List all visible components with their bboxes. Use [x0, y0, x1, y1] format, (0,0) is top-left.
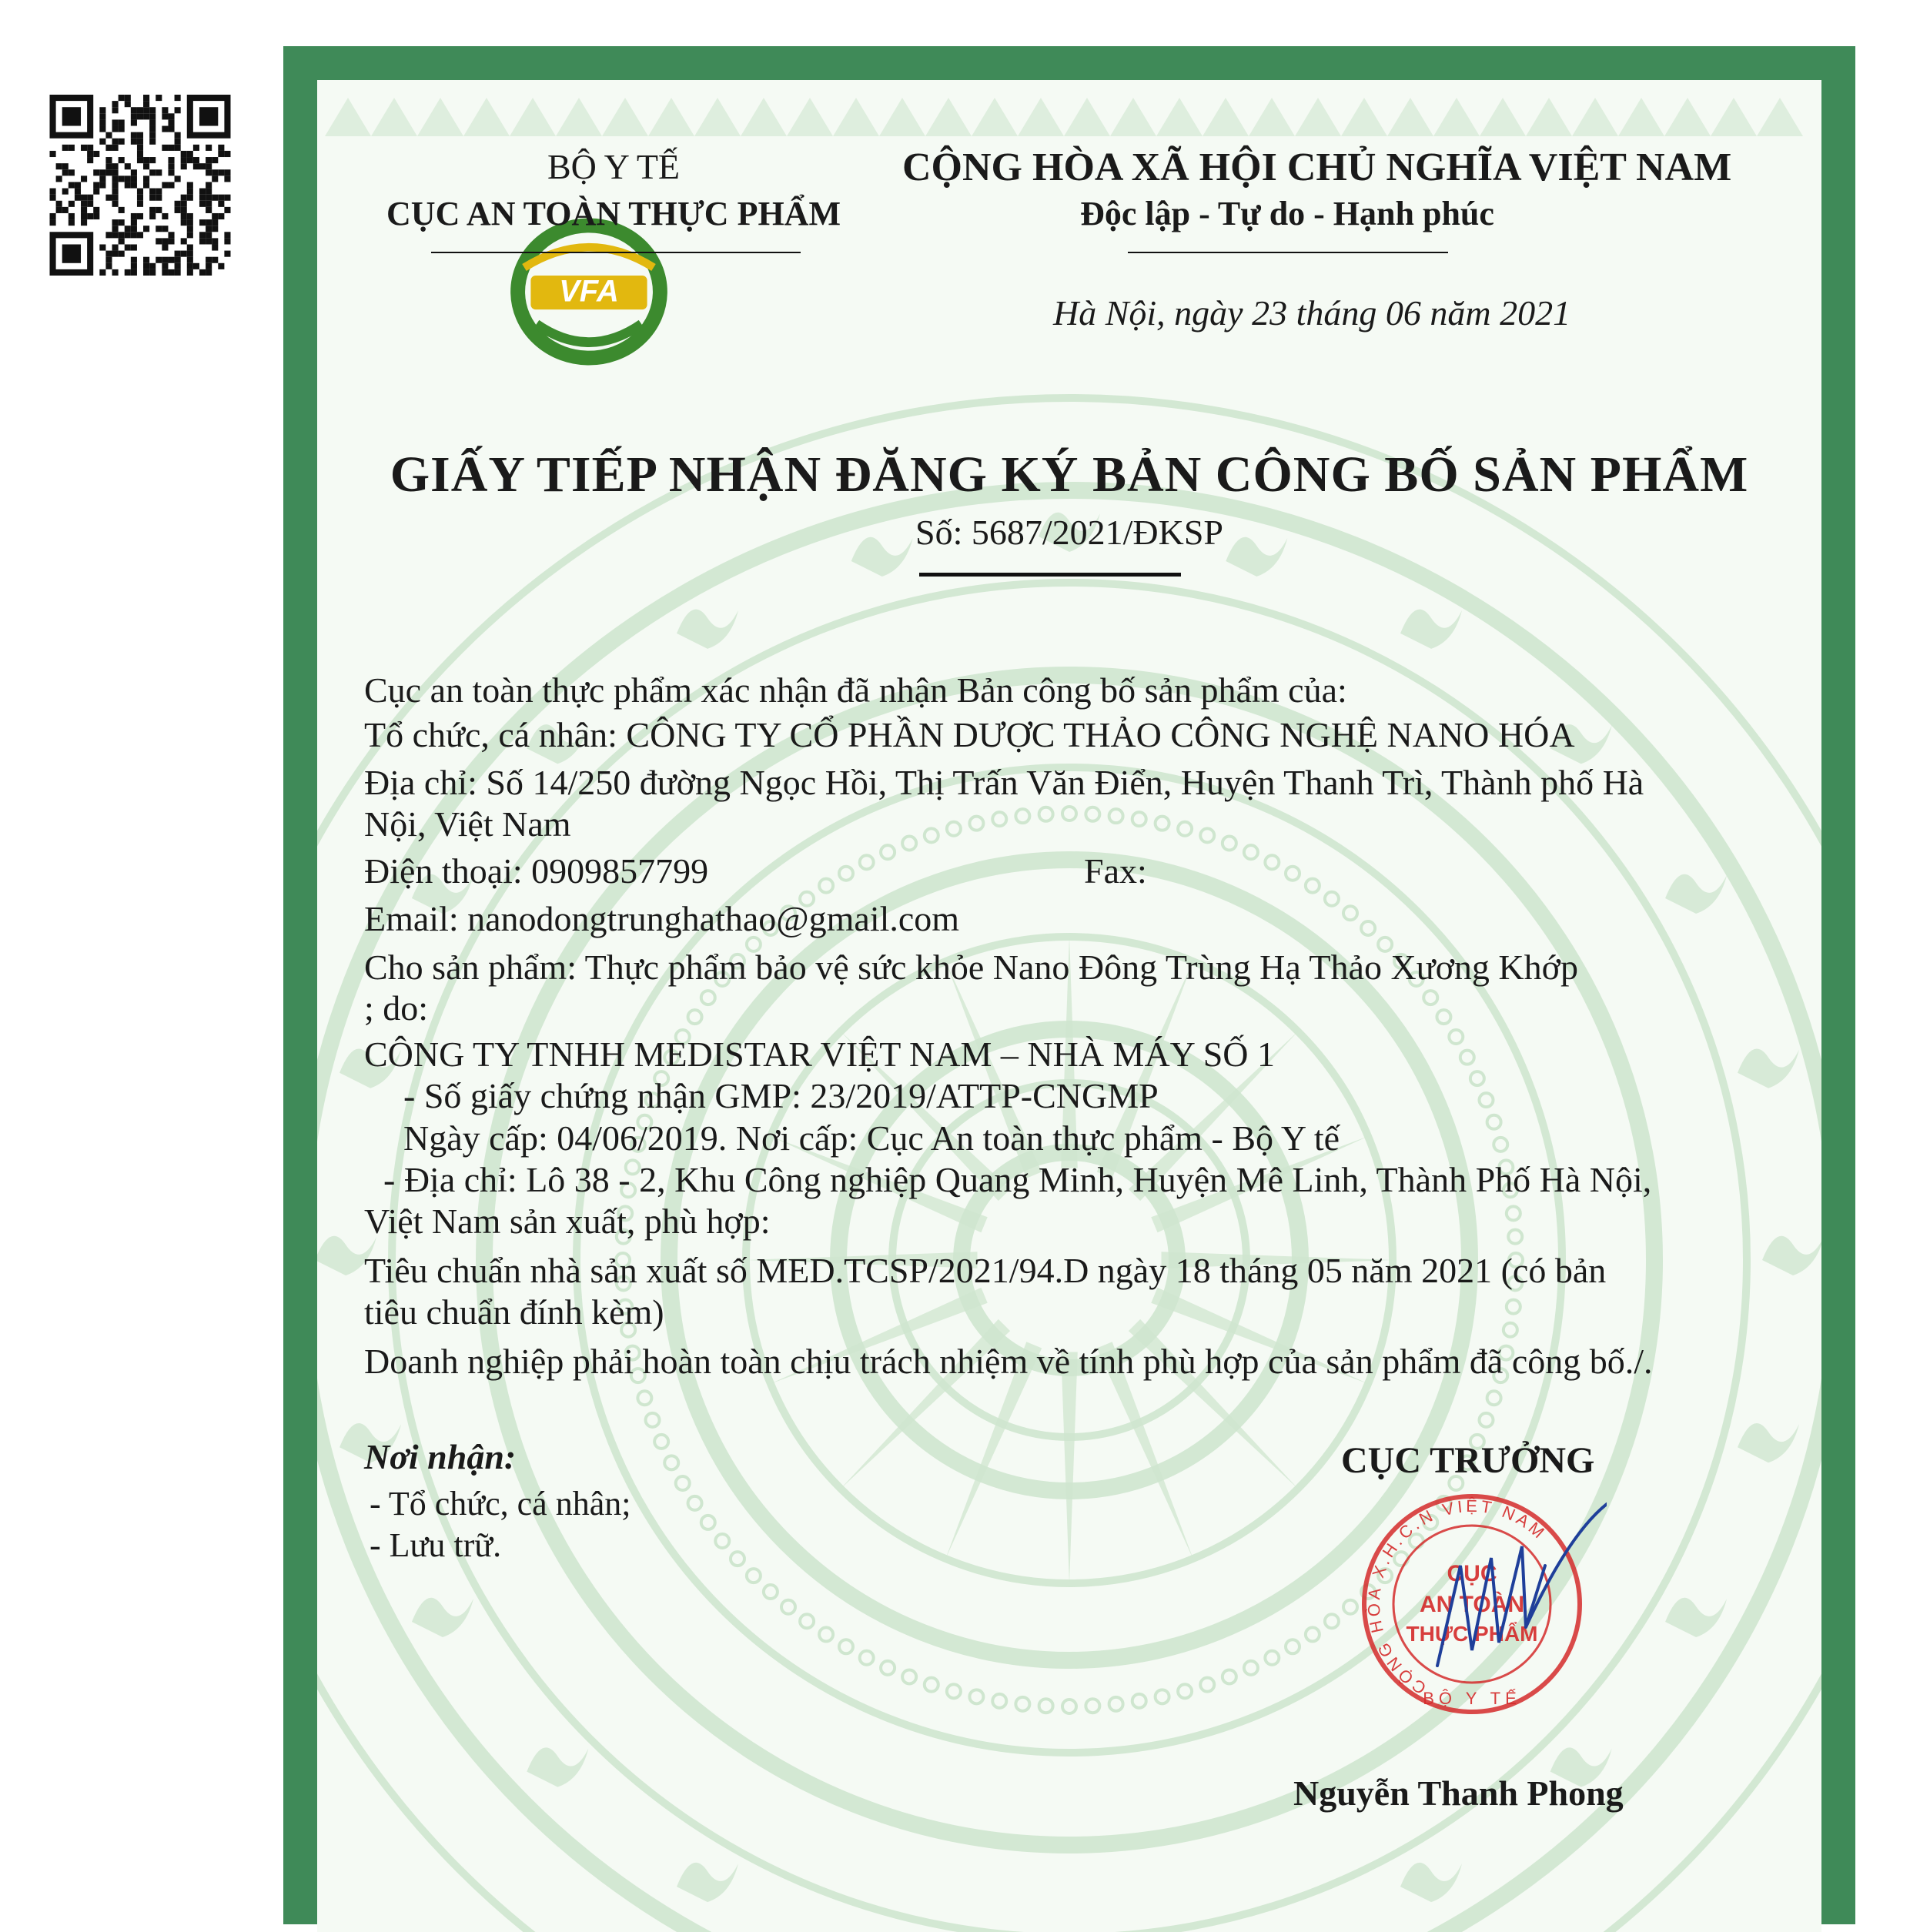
issue-date: Hà Nội, ngày 23 tháng 06 năm 2021 [1053, 293, 1571, 333]
address-line-2: Nội, Việt Nam [364, 804, 571, 844]
address-line-1: Địa chỉ: Số 14/250 đường Ngọc Hồi, Thị Trấn Văn Điển, Huyện Thanh Trì, Thành phố Hà [364, 763, 1644, 802]
recipient-item: - Tổ chức, cá nhân; [370, 1485, 631, 1523]
stamp-center-line-2: AN TOÀN [1419, 1592, 1525, 1617]
signer-name: Nguyễn Thanh Phong [1293, 1773, 1624, 1813]
product-line-1: Cho sản phẩm: Thực phẩm bảo vệ sức khỏe Nano Đông Trùng Hạ Thảo Xương Khớp [364, 948, 1578, 987]
intro-text: Cục an toàn thực phẩm xác nhận đã nhận Bản công bố sản phẩm của: [364, 670, 1347, 710]
stamp-center-line-3: THỰC PHẨM [1406, 1622, 1538, 1646]
qr-code-icon [42, 95, 238, 276]
certificate-paper [317, 80, 1821, 1932]
ministry-name: BỘ Y TẾ [547, 147, 681, 186]
organization-text: Tổ chức, cá nhân: CÔNG TY CỔ PHẦN DƯỢC THẢO CÔNG NGHỆ NANO HÓA [364, 715, 1575, 754]
manufacturer-address-line-1: - Địa chỉ: Lô 38 - 2, Khu Công nghiệp Quang Minh, Huyện Mê Linh, Thành Phố Hà Nội, [383, 1160, 1652, 1199]
title-rule [919, 573, 1181, 577]
responsibility-text: Doanh nghiệp phải hoàn toàn chịu trách nhiệm về tính phù hợp của sản phẩm đã công bố./. [364, 1342, 1653, 1381]
document-number: Số: 5687/2021/ĐKSP [915, 513, 1224, 552]
header-left-rule [431, 252, 801, 253]
country-name: CỘNG HÒA XÃ HỘI CHỦ NGHĨA VIỆT NAM [902, 145, 1732, 189]
manufacturer-address-line-2: Việt Nam sản xuất, phù hợp: [364, 1202, 771, 1241]
stamp-ring-text: CỘNG HÒA X.H.C.N VIỆT NAM [1363, 1496, 1550, 1699]
official-stamp-icon [1337, 1473, 1607, 1727]
standard-line-2: tiêu chuẩn đính kèm) [364, 1292, 664, 1332]
phone-text: Điện thoại: 0909857799 [364, 851, 709, 891]
recipient-item: - Lưu trữ. [370, 1526, 502, 1564]
document-title: GIẤY TIẾP NHẬN ĐĂNG KÝ BẢN CÔNG BỐ SẢN PHẨM [390, 446, 1749, 503]
certificate-frame [283, 46, 1855, 1924]
vfa-logo-text: VFA [559, 274, 619, 309]
fax-text: Fax: [1084, 851, 1147, 891]
national-motto: Độc lập - Tự do - Hạnh phúc [1080, 195, 1494, 232]
vfa-logo-icon [508, 211, 670, 373]
standard-line-1: Tiêu chuẩn nhà sản xuất số MED.TCSP/2021/94.D ngày 18 tháng 05 năm 2021 (có bản [364, 1251, 1607, 1290]
gmp-issued-text: Ngày cấp: 04/06/2019. Nơi cấp: Cục An toàn thực phẩm - Bộ Y tế [403, 1118, 1340, 1158]
header-right-rule [1128, 252, 1448, 253]
signer-position: CỤC TRƯỞNG [1341, 1440, 1595, 1481]
gmp-text: - Số giấy chứng nhận GMP: 23/2019/ATTP-CNGMP [403, 1076, 1159, 1115]
department-name: CỤC AN TOÀN THỰC PHẨM [386, 195, 841, 232]
recipients-title: Nơi nhận: [364, 1437, 517, 1476]
manufacturer-text: CÔNG TY TNHH MEDISTAR VIỆT NAM – NHÀ MÁY SỐ 1 [364, 1035, 1275, 1074]
email-text: Email: nanodongtrunghathao@gmail.com [364, 899, 960, 938]
product-line-2: ; do: [364, 988, 429, 1028]
stamp-center-line-1: CỤC [1447, 1561, 1497, 1586]
stamp-bottom-text: BỘ Y TẾ [1423, 1689, 1521, 1708]
